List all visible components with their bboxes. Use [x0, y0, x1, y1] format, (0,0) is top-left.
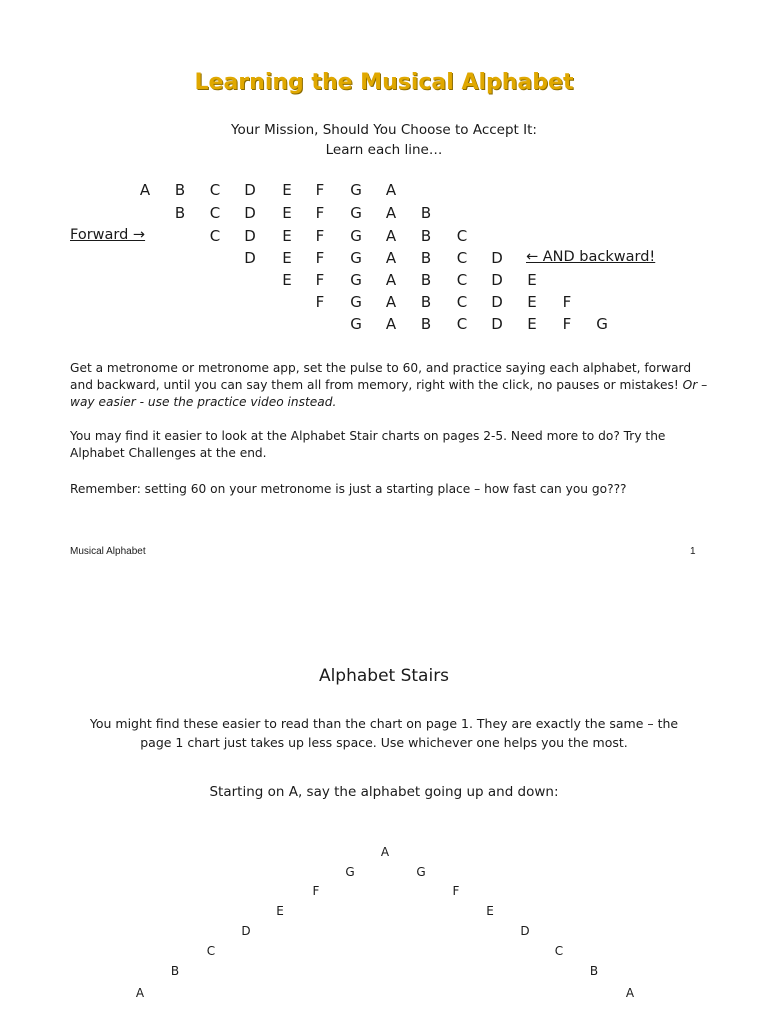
grid-letter: A — [385, 271, 397, 289]
stair-letter: G — [345, 865, 355, 879]
grid-letter: B — [420, 293, 432, 311]
grid-letter: F — [315, 204, 325, 222]
grid-letter: E — [527, 293, 537, 311]
mission-line-2: Learn each line… — [325, 142, 443, 158]
instructions-paragraph — [70, 360, 710, 411]
grid-letter: D — [244, 249, 256, 267]
grid-letter: F — [562, 293, 572, 311]
stair-letter: A — [135, 986, 145, 1000]
grid-letter: D — [491, 315, 503, 333]
grid-letter: B — [420, 315, 432, 333]
page-number: 1 — [690, 546, 696, 557]
stair-letter: E — [486, 904, 494, 918]
stair-letter: C — [206, 944, 216, 958]
grid-letter: E — [282, 227, 292, 245]
stair-letter: B — [589, 964, 599, 978]
grid-letter: F — [315, 227, 325, 245]
grid-letter: E — [282, 181, 292, 199]
grid-letter: B — [174, 181, 186, 199]
grid-letter: C — [456, 315, 468, 333]
stair-letter: D — [241, 924, 251, 938]
grid-letter: B — [420, 249, 432, 267]
grid-letter: D — [244, 227, 256, 245]
grid-letter: G — [350, 315, 362, 333]
grid-letter: G — [350, 227, 362, 245]
grid-letter: A — [385, 249, 397, 267]
stair-letter: A — [625, 986, 635, 1000]
grid-letter: E — [282, 271, 292, 289]
grid-letter: G — [350, 293, 362, 311]
grid-letter: D — [491, 271, 503, 289]
grid-letter: C — [209, 204, 221, 222]
stair-letter: E — [276, 904, 284, 918]
grid-letter: A — [385, 181, 397, 199]
stair-letter: C — [554, 944, 564, 958]
grid-letter: G — [596, 315, 608, 333]
grid-letter: F — [315, 181, 325, 199]
grid-letter: G — [350, 249, 362, 267]
remember-paragraph: Remember: setting 60 on your metronome is just a starting place – how fast can you go??? — [70, 482, 627, 496]
grid-letter: G — [350, 271, 362, 289]
stairs-instruction: Starting on A, say the alphabet going up and down: — [209, 784, 559, 800]
grid-letter: D — [491, 293, 503, 311]
grid-letter: G — [350, 204, 362, 222]
stair-letter: F — [452, 884, 460, 898]
grid-letter: B — [420, 227, 432, 245]
backward-label: ← AND backward! — [526, 249, 656, 265]
grid-letter: A — [385, 315, 397, 333]
stair-letter: G — [416, 865, 426, 879]
stair-letter: A — [380, 845, 390, 859]
stair-letter: B — [170, 964, 180, 978]
grid-letter: E — [282, 204, 292, 222]
grid-letter: E — [282, 249, 292, 267]
grid-letter: C — [456, 249, 468, 267]
grid-letter: E — [527, 271, 537, 289]
grid-letter: C — [456, 293, 468, 311]
grid-letter: D — [244, 181, 256, 199]
grid-letter: D — [491, 249, 503, 267]
grid-letter: C — [456, 271, 468, 289]
instructions-main-text: Get a metronome or metronome app, set the pulse to 60, and practice saying each alphabet, forward and backward, until you can say them all from memory, right with the click, no pauses or mistakes! — [70, 361, 692, 392]
stairs-intro: You might find these easier to read than the chart on page 1. They are exactly the same – the page 1 chart just takes up less space. Use whichever one helps you the most. — [89, 716, 679, 750]
grid-letter: C — [456, 227, 468, 245]
grid-letter: B — [174, 204, 186, 222]
grid-letter: F — [562, 315, 572, 333]
grid-letter: F — [315, 271, 325, 289]
stair-charts-paragraph: You may find it easier to look at the Alphabet Stair charts on pages 2-5. Need more to do? Try the Alphabet Challenges at the end. — [70, 429, 666, 460]
grid-letter: A — [385, 293, 397, 311]
grid-letter: F — [315, 293, 325, 311]
grid-letter: E — [527, 315, 537, 333]
forward-label: Forward → — [70, 227, 146, 243]
grid-letter: B — [420, 204, 432, 222]
stair-letter: D — [520, 924, 530, 938]
grid-letter: A — [385, 204, 397, 222]
section-title: Alphabet Stairs — [318, 666, 450, 686]
grid-letter: A — [385, 227, 397, 245]
grid-letter: B — [420, 271, 432, 289]
stair-letter: F — [312, 884, 320, 898]
page-title: Learning the Musical Alphabet — [194, 70, 574, 95]
grid-letter: C — [209, 227, 221, 245]
footer-title: Musical Alphabet — [70, 546, 146, 557]
grid-letter: D — [244, 204, 256, 222]
grid-letter: C — [209, 181, 221, 199]
grid-letter: F — [315, 249, 325, 267]
grid-letter: G — [350, 181, 362, 199]
mission-line-1: Your Mission, Should You Choose to Accept It: — [231, 122, 537, 138]
grid-letter: A — [139, 181, 151, 199]
practice-video-note: Or – way easier - use the practice video instead. — [70, 378, 708, 409]
